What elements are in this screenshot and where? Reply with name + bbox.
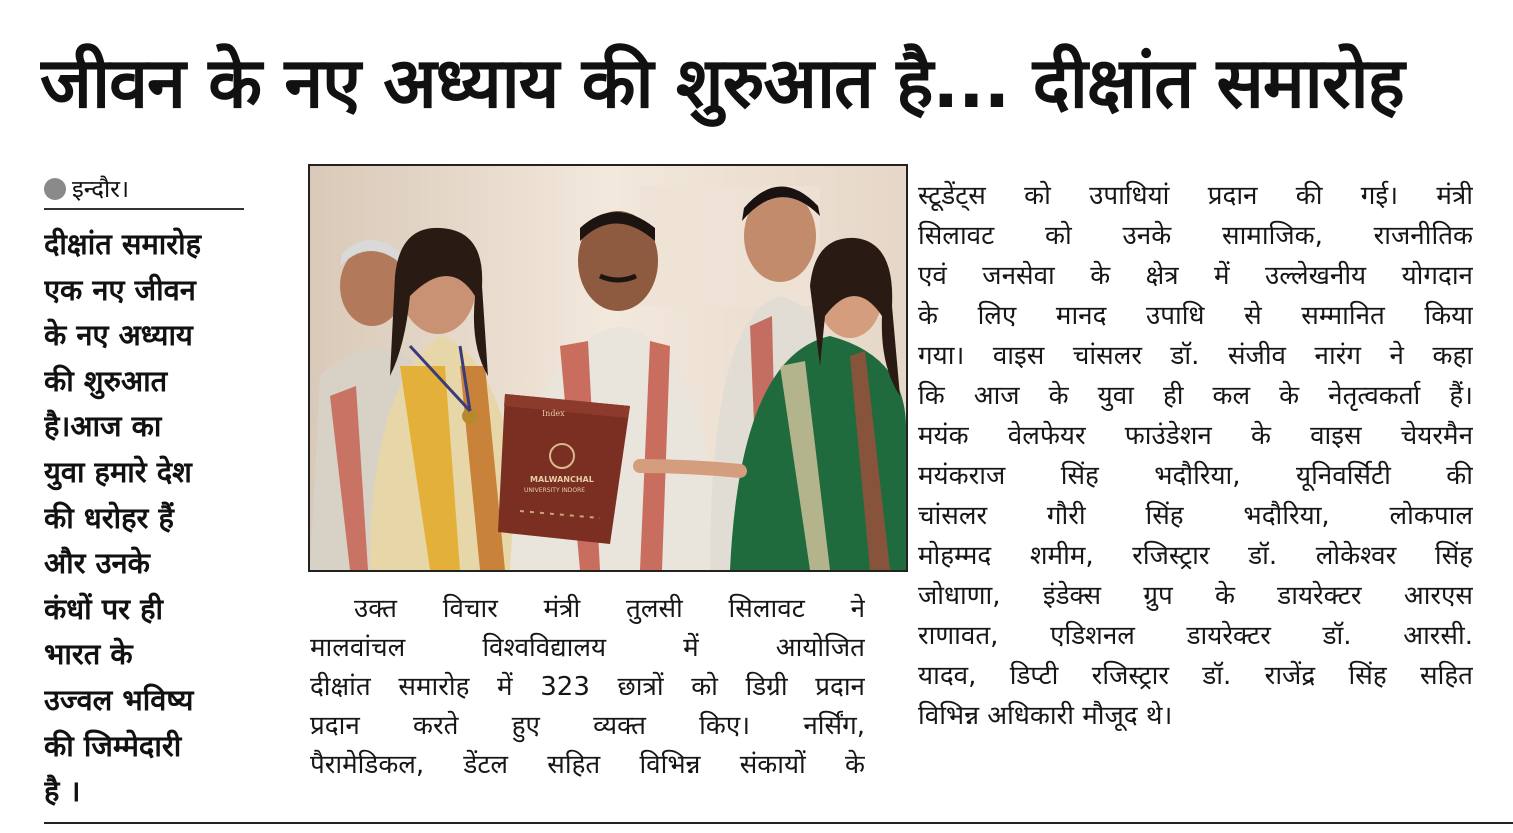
- dateline: [44, 172, 244, 210]
- folder-title-2: UNIVERSITY INDORE: [524, 487, 586, 494]
- article-line: प्रदान करते हुए व्यक्त किए। नर्सिंग,: [310, 711, 865, 741]
- folder-title-1: MALWANCHAL: [530, 475, 594, 484]
- article-line: पैरामेडिकल, डेंटल सहित विभिन्न संकायों के: [310, 750, 865, 780]
- article-line: राणावत, एडिशनल डायरेक्टर डॉ. आरसी.: [918, 621, 1473, 651]
- pull-quote-line: की धरोहर हैं: [44, 500, 174, 535]
- pull-quote-line: है।आज का: [44, 409, 162, 444]
- dateline-text: इन्दौर।: [72, 175, 130, 203]
- article-line: उक्त विचार मंत्री तुलसी सिलावट ने: [354, 594, 865, 624]
- pull-quote-line: भारत के: [44, 637, 133, 672]
- article-line: एवं जनसेवा के क्षेत्र में उल्लेखनीय योगदान: [918, 261, 1473, 291]
- bullet-dot-icon: [44, 178, 66, 200]
- article-line: सिलावट को उनके सामाजिक, राजनीतिक: [918, 221, 1473, 251]
- news-photo: [308, 164, 908, 572]
- headline: जीवन के नए अध्याय की शुरुआत है... दीक्षांत समारोह: [40, 42, 1404, 124]
- article-line: स्टूडेंट्स को उपाधियां प्रदान की गई। मंत्री: [918, 181, 1473, 211]
- article-line-last: विभिन्न अधिकारी मौजूद थे।: [918, 701, 1173, 731]
- article-line: गया। वाइस चांसलर डॉ. संजीव नारंग ने कहा: [918, 341, 1473, 371]
- article-line: मयंक वेलफेयर फाउंडेशन के वाइस चेयरमैन: [918, 421, 1473, 451]
- pull-quote-line: कंधों पर ही: [44, 591, 164, 626]
- pull-quote-line: युवा हमारे देश: [44, 454, 192, 489]
- article-line: जोधाणा, इंडेक्स ग्रुप के डायरेक्टर आरएस: [918, 581, 1473, 611]
- article-line: मयंकराज सिंह भदौरिया, यूनिवर्सिटी की: [918, 461, 1473, 491]
- pull-quote-line: और उनके: [44, 546, 150, 581]
- article-column-2: [918, 176, 1473, 736]
- article-line: के लिए मानद उपाधि से सम्मानित किया: [918, 301, 1473, 331]
- pull-quote-line: की जिम्मेदारी: [44, 728, 182, 763]
- article-line: यादव, डिप्टी रजिस्ट्रार डॉ. राजेंद्र सिंह सहित: [918, 661, 1473, 691]
- degree-folder: [498, 394, 630, 544]
- pull-quote-line: दीक्षांत समारोह: [44, 227, 202, 261]
- article-line: मोहम्मद शमीम, रजिस्ट्रार डॉ. लोकेश्वर सिंह: [918, 541, 1473, 571]
- pull-quote-line: के नए अध्याय: [44, 318, 193, 353]
- pull-quote-line: एक नए जीवन: [44, 272, 196, 307]
- article-column-1: [310, 590, 865, 785]
- bottom-rule: [44, 822, 1513, 824]
- article-line: चांसलर गौरी सिंह भदौरिया, लोकपाल: [918, 501, 1473, 531]
- pull-quote: [44, 222, 244, 815]
- article-line: दीक्षांत समारोह में 323 छात्रों को डिग्री प्रदान: [310, 672, 865, 702]
- article-line: मालवांचल विश्वविद्यालय में आयोजित: [310, 633, 865, 663]
- article-line: कि आज के युवा ही कल के नेतृत्वकर्ता हैं।: [918, 381, 1473, 411]
- folder-brand: Index: [542, 409, 565, 418]
- pull-quote-line: है ।: [44, 774, 81, 809]
- pull-quote-line: उज्वल भविष्य: [44, 682, 194, 717]
- pull-quote-line: की शुरुआत: [44, 363, 168, 398]
